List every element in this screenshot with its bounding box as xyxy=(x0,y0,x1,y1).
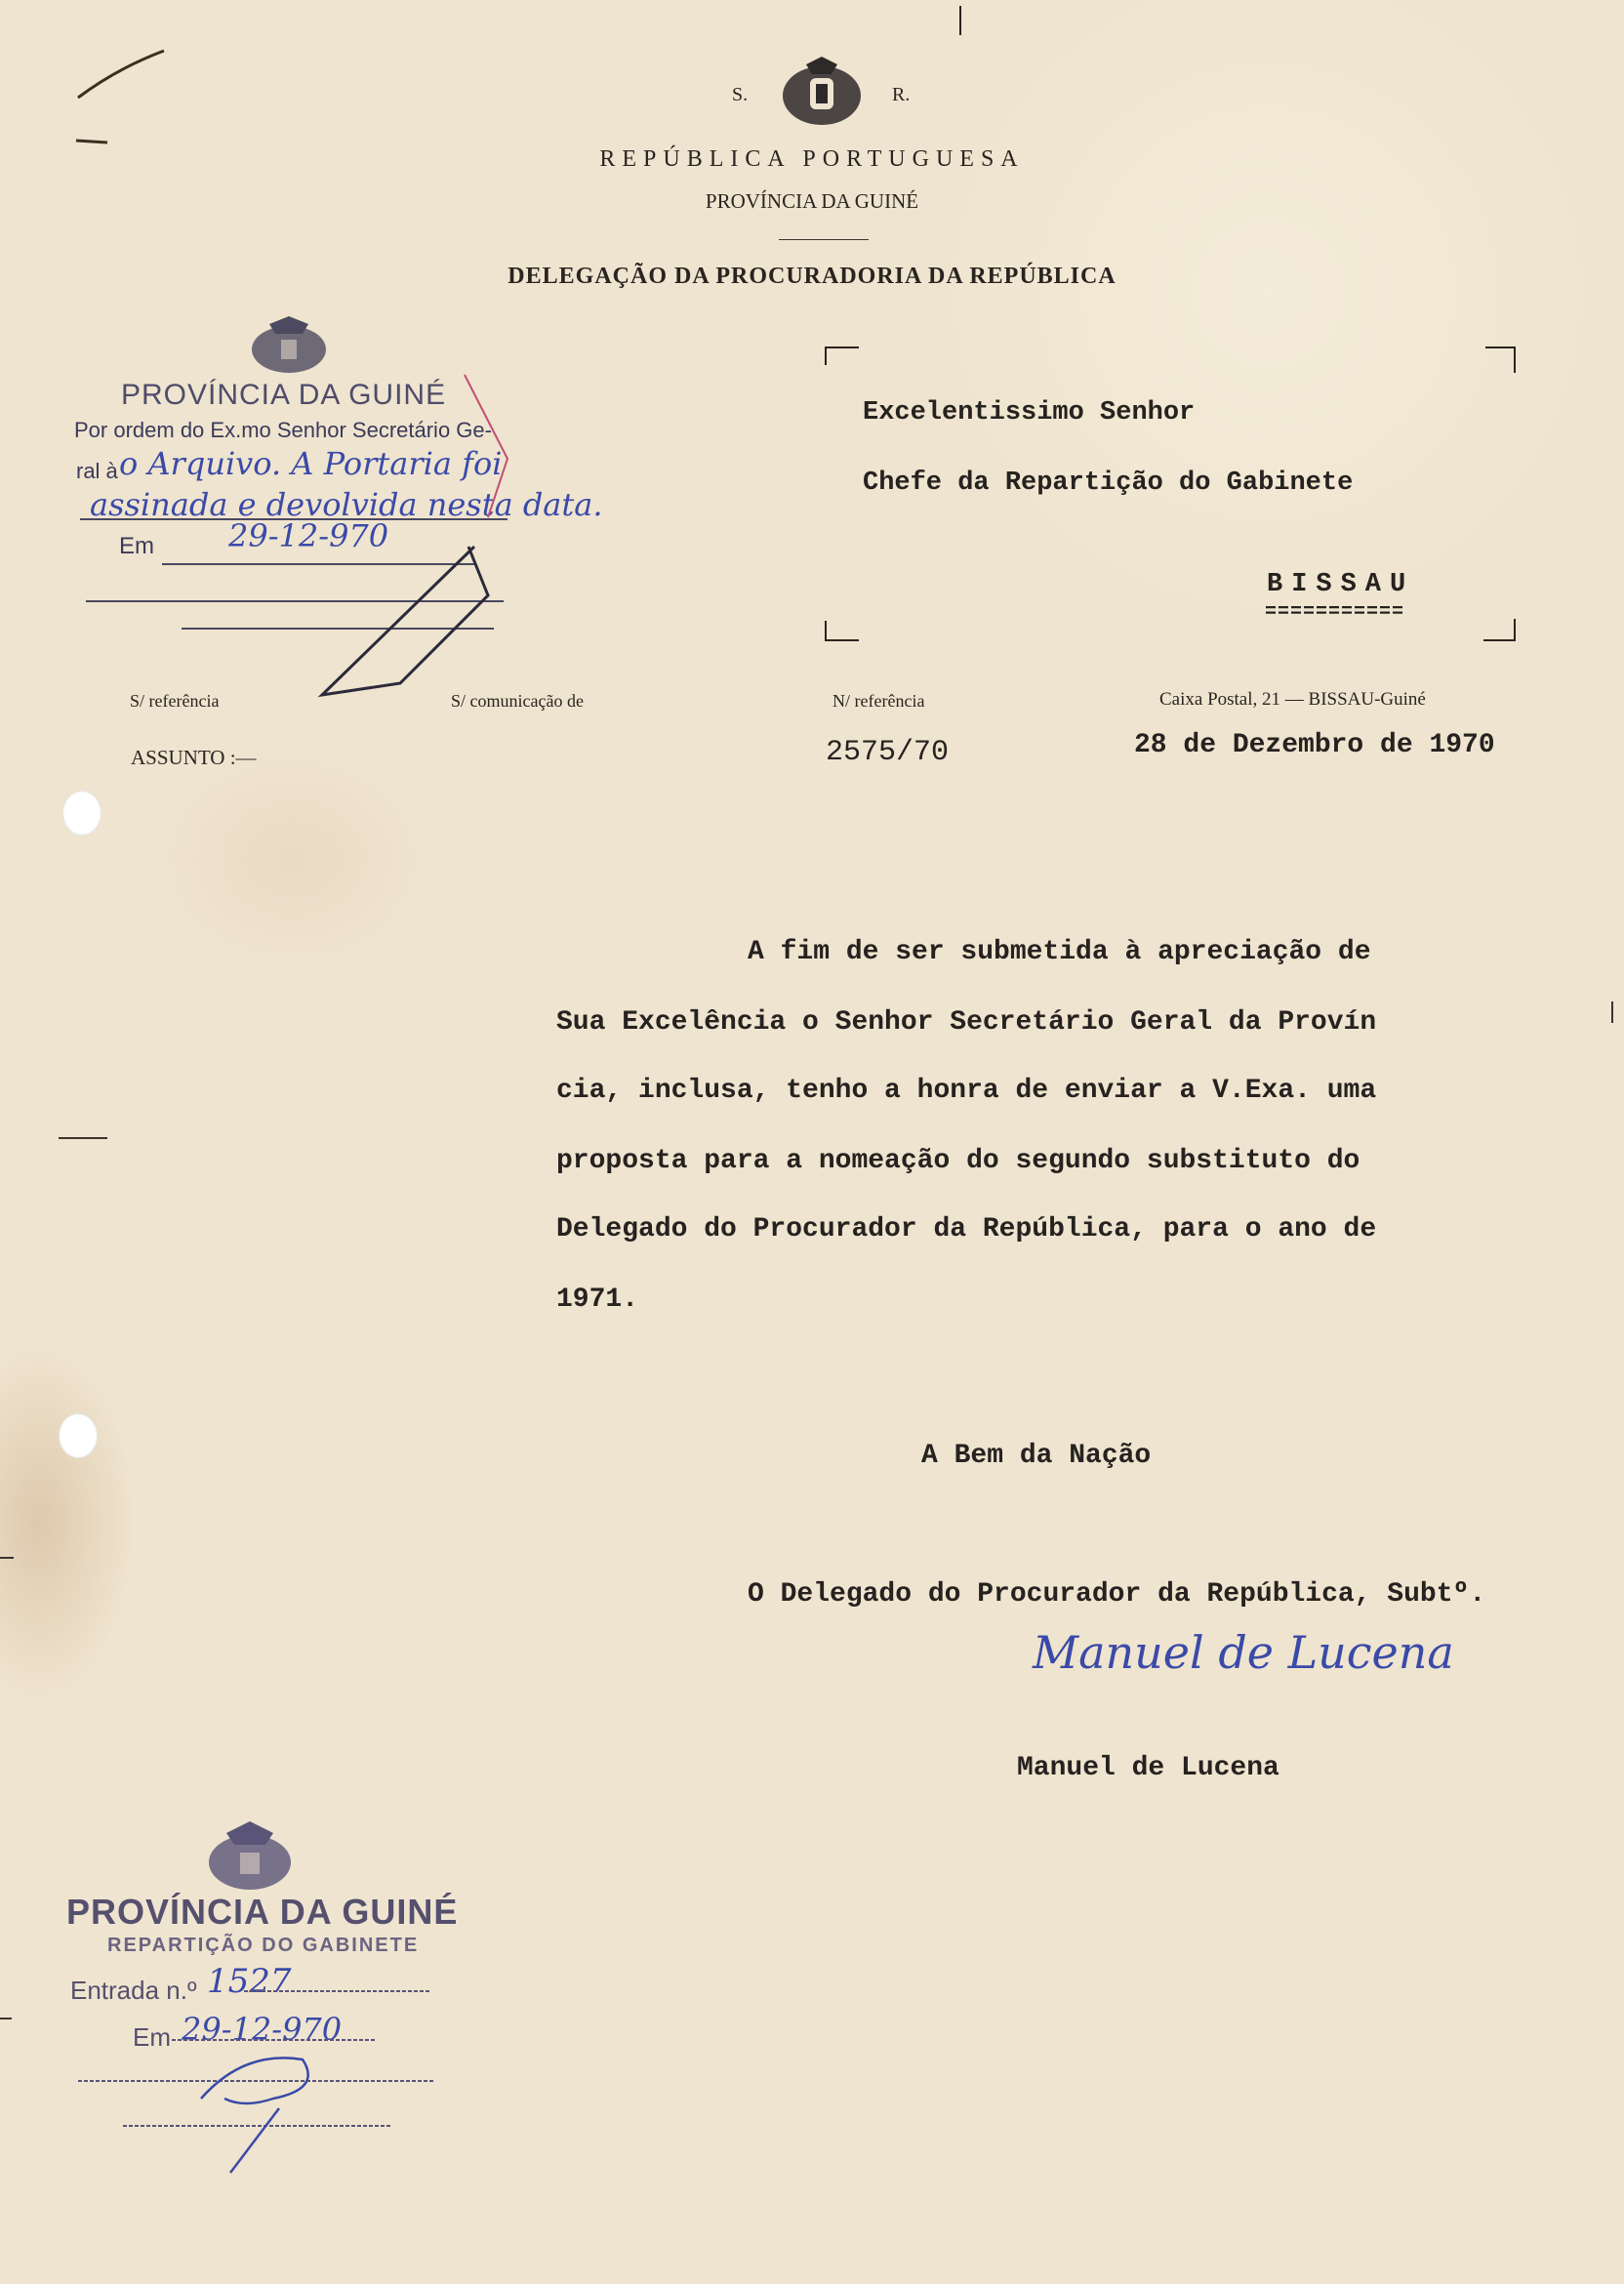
signatory-name: Manuel de Lucena xyxy=(1017,1753,1279,1783)
sr-right-text: R. xyxy=(892,84,911,105)
stamp-top-title: PROVÍNCIA DA GUINÉ xyxy=(121,379,447,411)
s-comunicacao-label: S/ comunicação de xyxy=(451,691,584,711)
department-title: DELEGAÇÃO DA PROCURADORIA DA REPÚBLICA xyxy=(508,264,1116,289)
assunto-label: ASSUNTO :— xyxy=(131,746,257,769)
address-recipient-title: Chefe da Repartição do Gabinete xyxy=(863,469,1354,498)
handwritten-signature: Manuel de Lucena xyxy=(1033,1626,1454,1679)
address-salutation: Excelentissimo Senhor xyxy=(863,398,1196,428)
stamp-top-em-label: Em xyxy=(119,533,154,559)
body-line-4: proposta para a nomeação do segundo substituto do xyxy=(556,1146,1360,1176)
republic-title: REPÚBLICA PORTUGUESA xyxy=(599,146,1025,172)
body-line-6: 1971. xyxy=(556,1285,639,1315)
stamp-bottom-entrada-label: Entrada n.º xyxy=(70,1976,197,2005)
address-city: BISSAU xyxy=(1267,570,1415,599)
body-line-3: cia, inclusa, tenho a honra de enviar a V.Exa. uma xyxy=(556,1076,1377,1106)
stamp-bottom-entrada-value: 1527 xyxy=(207,1962,292,2001)
stamp-bottom-subtitle: REPARTIÇÃO DO GABINETE xyxy=(107,1935,420,1956)
caixa-postal: Caixa Postal, 21 — BISSAU-Guiné xyxy=(1159,689,1426,710)
stamp-top-line2-prefix: ral à xyxy=(76,459,118,483)
s-referencia-label: S/ referência xyxy=(130,691,220,711)
stamp-bottom-em-value: 29-12-970 xyxy=(182,2011,343,2048)
stamp-top-handwriting-2: assinada e devolvida nesta data. xyxy=(90,486,603,523)
stamp-top-handwriting-1: o Arquivo. A Portaria foi xyxy=(119,445,503,482)
sr-left-text: S. xyxy=(732,84,749,105)
stamp-top-line1: Por ordem do Ex.mo Senhor Secretário Ge- xyxy=(74,418,492,442)
stamp-top-date: 29-12-970 xyxy=(228,517,389,554)
closing-salute: A Bem da Nação xyxy=(921,1441,1152,1471)
address-city-underline: =========== xyxy=(1265,601,1405,624)
n-referencia-value: 2575/70 xyxy=(826,736,950,769)
stamp-bottom-title: PROVÍNCIA DA GUINÉ xyxy=(66,1892,459,1932)
signatory-title: O Delegado do Procurador da República, Subtº. xyxy=(748,1579,1486,1610)
province-title: PROVÍNCIA DA GUINÉ xyxy=(705,189,919,213)
body-line-5: Delegado do Procurador da República, para o ano de xyxy=(556,1214,1377,1244)
body-line-2: Sua Excelência o Senhor Secretário Geral da Provín xyxy=(556,1007,1377,1038)
n-referencia-label: N/ referência xyxy=(832,691,925,711)
body-line-1: A fim de ser submetida à apreciação de xyxy=(748,937,1371,967)
stamp-bottom-em-label: Em xyxy=(133,2022,171,2052)
letter-date: 28 de Dezembro de 1970 xyxy=(1134,730,1495,760)
